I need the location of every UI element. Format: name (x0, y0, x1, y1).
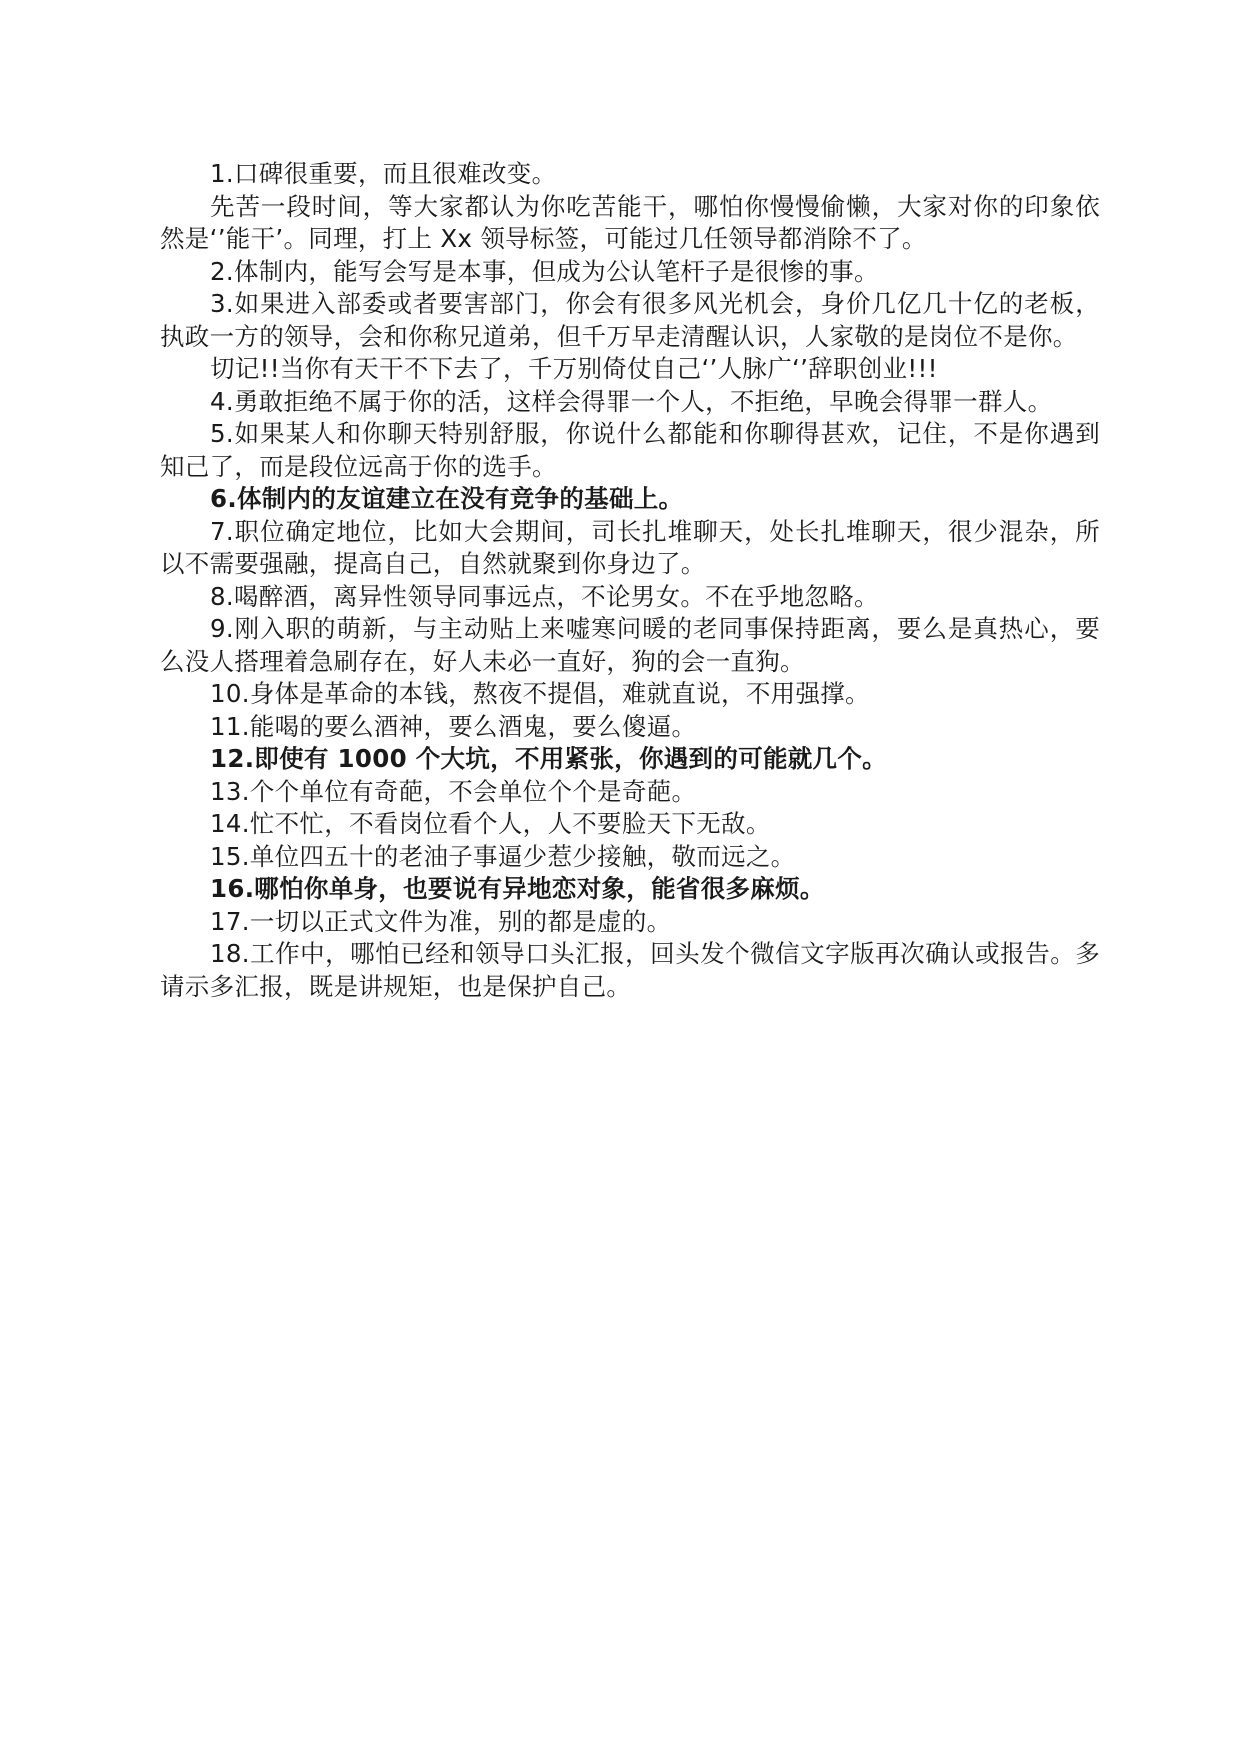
paragraph-18: 18.工作中，哪怕已经和领导口头汇报，回头发个微信文字版再次确认或报告。多请示多汇报，既是讲规矩，也是保护自己。 (160, 939, 1100, 1001)
paragraph-7: 7.职位确定地位，比如大会期间，司长扎堆聊天，处长扎堆聊天，很少混杂，所以不需要强融，提高自己，自然就聚到你身边了。 (160, 516, 1100, 578)
paragraph-14: 14.忙不忙，不看岗位看个人，人不要脸天下无敌。 (210, 809, 771, 838)
paragraph-6: 6.体制内的友谊建立在没有竞争的基础上。 (210, 484, 684, 513)
paragraph-11: 11.能喝的要么酒神，要么酒鬼，要么傻逼。 (210, 711, 697, 741)
paragraph-15: 15.单位四五十的老油子事逼少惹少接触，敬而远之。 (210, 841, 796, 871)
paragraph-10: 10.身体是革命的本钱，熬夜不提倡，难就直说，不用强撑。 (210, 679, 870, 708)
document-body (160, 158, 1100, 1003)
paragraph-17: 17.一切以正式文件为准，别的都是虚的。 (210, 906, 672, 936)
paragraph-13: 13.个个单位有奇葩，不会单位个个是奇葩。 (210, 776, 697, 806)
paragraph-5: 5.如果某人和你聊天特别舒服，你说什么都能和你聊得甚欢，记住，不是你遇到知己了，而是段位远高于你的选手。 (160, 419, 1100, 481)
paragraph-9: 9.刚入职的萌新，与主动贴上来嘘寒问暖的老同事保持距离，要么是真热心，要么没人搭理着急刷存在，好人未必一直好，狗的会一直狗。 (160, 614, 1100, 676)
paragraph-3-warning: 切记!!当你有天干不下去了，千万别倚仗自己‘’人脉广‘’辞职创业!!! (210, 354, 938, 383)
paragraph-16: 16.哪怕你单身，也要说有异地恋对象，能省很多麻烦。 (210, 874, 825, 903)
paragraph-1-detail: 先苦一段时间，等大家都认为你吃苦能干，哪怕你慢慢偷懒，大家对你的印象依然是‘’能干’。同理，打上 Xx 领导标签，可能过几任领导都消除不了。 (160, 191, 1100, 253)
paragraph-1: 1.口碑很重要，而且很难改变。 (210, 159, 557, 188)
paragraph-2: 2.体制内，能写会写是本事，但成为公认笔杆子是很惨的事。 (210, 256, 879, 286)
paragraph-4: 4.勇敢拒绝不属于你的活，这样会得罪一个人，不拒绝，早晚会得罪一群人。 (210, 386, 1053, 416)
paragraph-8: 8.喝醉酒，离异性领导同事远点，不论男女。不在乎地忽略。 (210, 581, 879, 611)
paragraph-3: 3.如果进入部委或者要害部门，你会有很多风光机会，身价几亿几十亿的老板，执政一方的领导，会和你称兄道弟，但千万早走清醒认识，人家敬的是岗位不是你。 (160, 289, 1100, 351)
paragraph-12: 12.即使有 1000 个大坑，不用紧张，你遇到的可能就几个。 (210, 744, 887, 773)
